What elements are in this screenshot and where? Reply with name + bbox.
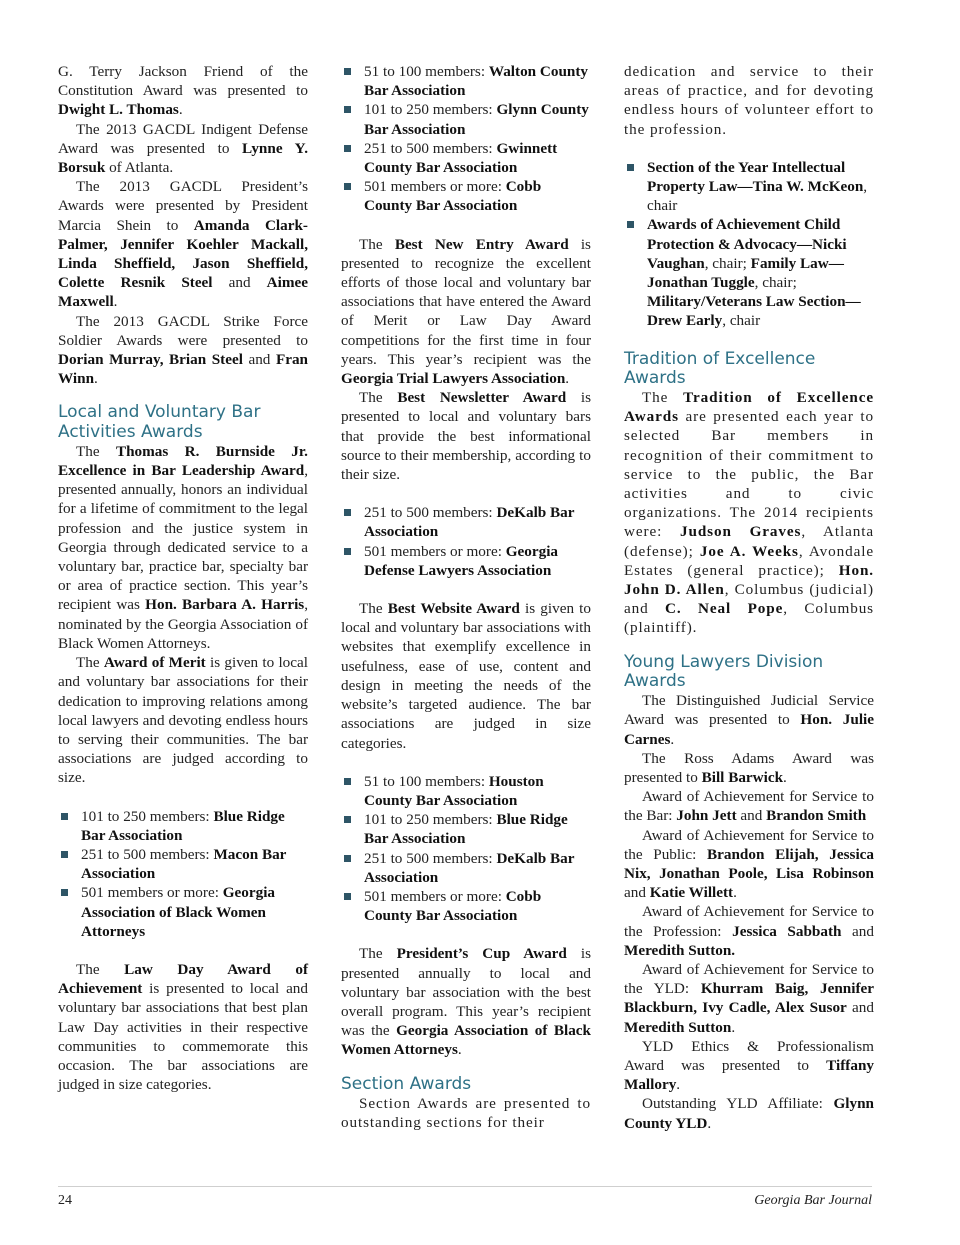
text: and <box>242 351 276 369</box>
text: is presented to local and voluntary bar associations that best plan Law Day activities in their respective communities to commemorate this occasion. The bar associations are judged in size categories. <box>58 980 308 1094</box>
text: . <box>94 370 98 388</box>
text: The <box>76 442 116 460</box>
text: . <box>733 884 737 902</box>
paragraph <box>58 960 308 1094</box>
award-recipient: Dorian Murray, Brian Steel <box>58 351 243 369</box>
paragraph <box>341 944 591 1059</box>
text: Award of Achievement for Service to the Profession: <box>624 903 874 940</box>
square-bullet-icon <box>61 851 68 858</box>
footer-divider <box>58 1186 872 1187</box>
text: The <box>359 389 398 407</box>
paragraph: dedication and service to their areas of practice, and for devoting endless hours of volunteer effort to the profession. <box>624 63 874 138</box>
text: The Ross Adams Award was presented to <box>624 749 874 786</box>
text: 51 to 100 members: <box>364 772 489 790</box>
award-recipient: DeKalb Bar Association <box>364 504 575 541</box>
text: . <box>178 101 183 119</box>
award-recipient: Jessica Sabbath <box>732 922 842 940</box>
paragraph <box>58 177 308 311</box>
paragraph <box>624 826 874 903</box>
award-name: Best New Entry Award <box>394 235 569 253</box>
section-heading: Tradition of Excellence Awards <box>624 348 816 388</box>
list-item <box>58 845 308 883</box>
text: 251 to 500 members: <box>364 504 497 522</box>
list-item <box>624 158 874 216</box>
award-name: Best Website Award <box>387 600 520 618</box>
square-bullet-icon <box>627 221 634 228</box>
text: are presented each year to selected Bar members in recognition of their commitment to service to the public, the Bar activities and to civic organizations. The 2014 recipients were: <box>624 408 874 541</box>
text: is presented to local and voluntary bars that provide the best informational source to their membership, according to their size. <box>341 389 591 484</box>
list-item <box>58 883 308 941</box>
column-3 <box>624 62 874 1133</box>
text: . <box>670 730 675 748</box>
column-1 <box>58 62 308 1094</box>
award-recipient: Hon. Barbara A. Harris <box>145 596 305 614</box>
award-recipient: Family Law—Jonathan Tuggle <box>647 254 844 292</box>
text: The <box>359 235 395 253</box>
text: 101 to 250 members: <box>364 811 497 829</box>
text: . <box>113 293 118 311</box>
list-item <box>341 772 591 810</box>
text: 501 members or more: <box>364 178 506 196</box>
paragraph <box>341 599 591 753</box>
award-recipient: Hon. Julie Carnes <box>624 711 875 748</box>
award-recipient: Katie Willett <box>649 884 734 902</box>
list-item <box>341 62 591 100</box>
text: is given to local and voluntary bar associations with websites that exemplify excellence in usefulness, ease of use, content and design in meeting the needs of the website’s targeted audience. The bar associations are judged in size categories. <box>341 600 591 752</box>
paragraph: Section Awards are presented to outstanding sections for their <box>341 1094 591 1131</box>
award-recipient: Houston County Bar Association <box>364 772 544 809</box>
award-recipient: Section of the Year Intellectual Property Law—Tina W. McKeon <box>647 158 864 196</box>
square-bullet-icon <box>344 183 351 190</box>
list-item <box>341 100 591 138</box>
text: , nominated by the Georgia Association of Black Women Attorneys. <box>58 596 308 652</box>
text: is given to local and voluntary bar associations for their dedication to improving relations among local lawyers and devoting endless hours to serving their communities. The bar associations are judged according to size. <box>58 654 308 787</box>
award-recipient: Military/Veterans Law Section—Drew Early <box>647 293 861 330</box>
text: is presented annually to local and voluntary bar association with the best overall program. This year’s recipient was the <box>341 945 591 1040</box>
award-recipient: Meredith Sutton. <box>624 941 736 959</box>
list-item <box>58 807 308 845</box>
award-recipient: Dwight L. Thomas <box>58 101 179 119</box>
paragraph <box>58 120 308 178</box>
award-recipient: Georgia Trial Lawyers Association <box>341 370 566 388</box>
column-2 <box>341 62 591 1132</box>
text: G. Terry Jackson Friend of the Constitution Award was presented to <box>58 63 308 100</box>
text: 251 to 500 members: <box>364 849 497 867</box>
list-item <box>341 503 591 541</box>
text: 501 members or more: <box>364 542 506 560</box>
square-bullet-icon <box>344 548 351 555</box>
page-number: 24 <box>58 1193 72 1208</box>
square-bullet-icon <box>627 164 634 171</box>
award-recipient: Lynne Y. Borsuk <box>58 139 308 177</box>
award-recipient: Hon. John D. Allen <box>624 561 874 599</box>
text: and <box>212 274 267 292</box>
award-list <box>341 503 591 580</box>
text: The 2013 GACDL Strike Force Soldier Awards were presented to <box>58 312 308 349</box>
award-recipient: Glynn County Bar Association <box>364 101 589 138</box>
text: The Distinguished Judicial Service Award was presented to <box>624 692 874 729</box>
award-recipient: Walton County Bar Association <box>364 63 589 100</box>
award-name: Best Newsletter Award <box>397 389 567 407</box>
award-recipient: John Jett <box>676 807 737 825</box>
award-name: Award of Merit <box>103 654 206 672</box>
square-bullet-icon <box>344 145 351 152</box>
text: 501 members or more: <box>364 887 506 905</box>
text: Award of Achievement for Service to the YLD: <box>624 960 874 998</box>
award-recipient: Macon Bar Association <box>81 845 287 883</box>
award-recipient: Amanda Clark-Palmer, Jennifer Koehler Mackall, Linda Sheffield, Jason Sheffield, Colette Resnik Steel <box>58 216 308 292</box>
square-bullet-icon <box>344 68 351 75</box>
award-recipient: Joe A. Weeks <box>699 542 799 560</box>
text: . <box>783 768 787 786</box>
award-recipient: Cobb County Bar Association <box>364 178 542 215</box>
award-recipient: Judson Graves <box>679 523 802 541</box>
text: 501 members or more: <box>81 884 223 902</box>
award-recipient: Brandon Elijah, Jessica Nix, Jonathan Poole, Lisa Robinson <box>624 845 875 882</box>
text: The <box>642 389 684 407</box>
square-bullet-icon <box>61 889 68 896</box>
award-recipient: Tiffany Mallory <box>624 1056 874 1094</box>
square-bullet-icon <box>344 816 351 823</box>
award-recipient: Fran Winn <box>58 351 308 388</box>
award-recipient: C. Neal Pope <box>665 600 784 618</box>
text: , chair <box>647 178 868 215</box>
paragraph <box>624 388 874 638</box>
award-list <box>58 807 308 941</box>
award-recipient: Aimee Maxwell <box>58 274 308 311</box>
paragraph <box>58 653 308 787</box>
paragraph <box>624 1037 874 1095</box>
text: 101 to 250 members: <box>364 101 497 119</box>
section-heading: Young Lawyers Division Awards <box>624 651 824 691</box>
award-recipient: Georgia Association of Black Women Attorneys <box>341 1022 591 1059</box>
paragraph <box>341 235 591 389</box>
paragraph <box>58 62 308 120</box>
list-item <box>341 542 591 580</box>
award-name: Tradition of Excellence Awards <box>624 389 874 426</box>
text: , Avondale Estates (general practice); <box>624 542 874 579</box>
text: , Atlanta (defense); <box>624 523 874 560</box>
square-bullet-icon <box>344 893 351 900</box>
list-item <box>624 215 874 330</box>
award-recipient: Khurram Baig, Jennifer Blackburn, Ivy Cadle, Alex Susor <box>624 980 874 1017</box>
list-item <box>341 887 591 925</box>
text: 101 to 250 members: <box>81 807 214 825</box>
text: of Atlanta. <box>105 159 174 177</box>
text: Award of Achievement for Service to the Bar: <box>624 788 874 825</box>
award-recipient: Blue Ridge Bar Association <box>364 811 568 848</box>
award-list <box>624 158 874 331</box>
paragraph <box>58 442 308 653</box>
paragraph <box>624 691 874 749</box>
text: The <box>76 960 125 978</box>
text: The 2013 GACDL President’s Awards were presented by President Marcia Shein to <box>58 178 308 234</box>
square-bullet-icon <box>61 813 68 820</box>
award-recipient: Georgia Association of Black Women Attorneys <box>81 884 276 940</box>
award-recipient: Bill Barwick <box>701 768 784 786</box>
text: . <box>676 1076 681 1094</box>
award-name: Thomas R. Burnside Jr. Excellence in Bar Leadership Award <box>58 442 308 480</box>
paragraph <box>341 388 591 484</box>
text: The <box>76 654 104 672</box>
section-heading: Section Awards <box>341 1073 472 1094</box>
paragraph <box>624 1094 874 1132</box>
text: Outstanding YLD Affiliate: <box>642 1095 834 1113</box>
text: and <box>736 807 767 825</box>
paragraph <box>624 787 874 825</box>
award-recipient: DeKalb Bar Association <box>364 849 575 886</box>
square-bullet-icon <box>344 778 351 785</box>
text: 251 to 500 members: <box>364 139 497 157</box>
award-recipient: Brandon Smith <box>766 807 867 825</box>
award-recipient: Glynn County YLD <box>624 1095 874 1132</box>
square-bullet-icon <box>344 106 351 113</box>
section-heading: Local and Voluntary Bar Activities Awards <box>58 402 261 442</box>
paragraph <box>624 749 874 787</box>
list-item <box>341 810 591 848</box>
text: . <box>731 1018 736 1036</box>
award-recipient: Meredith Sutton <box>624 1018 732 1036</box>
text: and <box>846 999 874 1017</box>
text: , Columbus (plaintiff). <box>624 600 874 637</box>
award-recipient: Blue Ridge Bar Association <box>81 807 285 844</box>
text: . <box>707 1114 712 1132</box>
text: . <box>565 370 570 388</box>
square-bullet-icon <box>344 855 351 862</box>
award-recipient: Cobb County Bar Association <box>364 887 542 925</box>
text: is presented to recognize the excellent efforts of those local and voluntary bar associations that have entered the Award of Merit or Law Day Award competitions for the first time in four years. This year’s recipient was the <box>341 235 591 368</box>
award-list <box>341 62 591 216</box>
list-item <box>341 139 591 177</box>
text: The <box>359 600 388 618</box>
text: , Columbus (judicial) and <box>624 581 874 618</box>
list-item <box>341 849 591 887</box>
text: , chair; <box>754 274 797 292</box>
paragraph <box>624 902 874 960</box>
award-list <box>341 772 591 926</box>
paragraph <box>624 960 874 1037</box>
paragraph <box>58 312 308 389</box>
journal-title: Georgia Bar Journal <box>754 1193 872 1208</box>
text: , presented annually, honors an individual for a lifetime of commitment to the legal profession and the justice system in Georgia through dedicated service to a voluntary bar, practice bar, specialty bar or area of practice section. This year’s recipient was <box>58 462 308 614</box>
text: YLD Ethics & Professionalism Award was presented to <box>624 1037 874 1074</box>
text: , chair; <box>704 254 751 272</box>
text: , chair <box>722 312 761 330</box>
text: The 2013 GACDL Indigent Defense Award was presented to <box>58 120 308 157</box>
text: 251 to 500 members: <box>81 845 214 863</box>
award-recipient: Georgia Defense Lawyers Association <box>364 542 559 579</box>
text: and <box>624 884 650 902</box>
text: 51 to 100 members: <box>364 63 489 80</box>
award-recipient: Awards of Achievement Child Protection & Advocacy—Nicki Vaughan <box>647 216 847 272</box>
award-name: President’s Cup Award <box>396 945 567 963</box>
text: and <box>841 922 874 940</box>
award-recipient: Gwinnett County Bar Association <box>364 139 558 177</box>
text: . <box>457 1041 462 1059</box>
square-bullet-icon <box>344 509 351 516</box>
text: Award of Achievement for Service to the Public: <box>624 826 874 863</box>
list-item <box>341 177 591 215</box>
text: The <box>359 945 397 963</box>
award-name: Law Day Award of Achievement <box>58 960 308 998</box>
